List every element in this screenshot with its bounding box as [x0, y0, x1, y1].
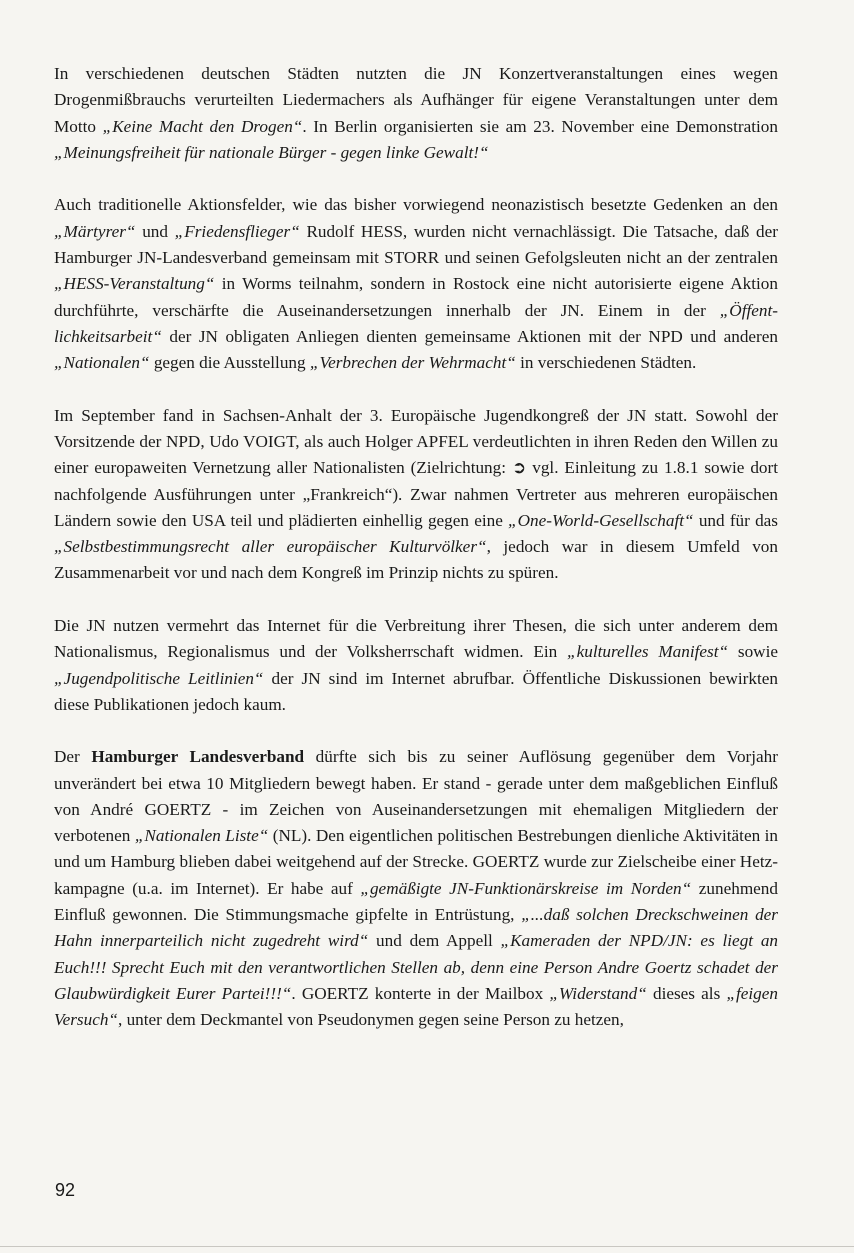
arrow-icon: ➲ — [511, 458, 527, 478]
paragraph-youth-congress: Im September fand in Sachsen-Anhalt der 3. Europäische Jugendkongreß der JN statt. Sowohl der Vorsitzende der NPD, Udo VOIGT, als auch Holger APFEL verdeutlichten in ihren Reden den Willen zu einer europaweiten Vernetzung aller Nationalisten (Zielrichtung: ➲ vgl. Einleitung zu 1.8.1 sowie dort nachfolgende Ausführungen unter „Frankreich“). Zwar nahmen Vertreter aus mehreren europäischen Ländern sowie den USA teil und plädierten einhellig gegen eine „One-World-Gesellschaft“ und für das „Selbstbestimmungsrecht aller europäischer Kulturvölker“, jedoch war in diesem Umfeld von Zusammenarbeit vor und nach dem Kongreß im Prinzip nichts zu spüren. — [54, 405, 779, 583]
page-edge-divider — [0, 1246, 854, 1247]
paragraph-internet: Die JN nutzen vermehrt das Internet für die Verbreitung ihrer Thesen, die sich unter anderem dem Nationalismus, Regionalismus und der Volksherrschaft widmen. Ein „kulturelles Manifest“ sowie „Jugendpolitische Leitlinien“ der JN sind im Internet abrufbar. Öffentliche Diskussionen bewirkten diese Publikationen jedoch kaum. — [54, 615, 778, 714]
body-text — [54, 61, 778, 1034]
page-number: 92 — [55, 1180, 76, 1200]
paragraph-hamburg: Der Hamburger Landesverband dürfte sich bis zu seiner Auflösung gegenüber dem Vorjahr unverändert bei etwa 10 Mitgliedern bewegt haben. Er stand - gerade unter dem maßgeblichen Einfluß von André GOERTZ - im Zeichen von Auseinandersetzungen mit ehemaligen Mitgliedern der verbotenen „Nationalen Liste“ (NL). Den eigentlichen politischen Bestrebungen dienliche Aktivitäten in und um Hamburg blieben dabei weitgehend auf der Strecke. GOERTZ wurde zur Zielscheibe einer Hetzkampagne (u.a. im Internet). Er habe auf „gemäßigte JN-Funktionärskreise im Norden“ zunehmend Einfluß gewonnen. Die Stimmungsmache gipfelte in Entrüstung, „...daß solchen Dreckschweinen der Hahn innerparteilich nicht zugedreht wird“ und dem Appell „Kameraden der NPD/JN: es liegt an Euch!!! Sprecht Euch mit den verantwortlichen Stellen ab, denn eine Person Andre Goertz schadet der Glaubwürdigkeit Eurer Partei!!!“. GOERTZ konterte in der Mailbox „Widerstand“ dieses als „feigen Versuch“, unter dem Deckmantel von Pseudonymen gegen seine Person zu hetzen, — [54, 747, 779, 1030]
paragraph-action-fields: Auch traditionelle Aktionsfelder, wie das bisher vorwiegend neonazistisch besetzte Gedenken an den „Märtyrer“ und „Friedensflieger“ Rudolf HESS, wurden nicht vernachlässigt. Die Tatsache, daß der Hamburger JN-Landesverband gemeinsam mit STORR und seinen Gefolgsleuten nicht an der zentralen „HESS-Veranstaltung“ in Worms teilnahm, sondern in Rostock eine nicht autorisierte eigene Aktion durchführte, verschärfte die Auseinandersetzungen innerhalb der JN. Einem in der „Öffentlichkeitsarbeit“ der JN obligaten Anliegen dienten gemeinsame Aktionen mit der NPD und anderen „Nationalen“ gegen die Ausstellung „Verbrechen der Wehrmacht“ in verschiedenen Städten. — [54, 195, 779, 373]
paragraph-jn-concerts: In verschiedenen deutschen Städten nutzten die JN Konzertveranstaltungen eines wegen Drogenmißbrauchs verurteilten Liedermachers als Aufhänger für eigene Veranstaltungen unter dem Motto „Keine Macht den Drogen“. In Berlin organisierten sie am 23. November eine Demonstration „Meinungsfreiheit für nationale Bürger - gegen linke Gewalt!“ — [54, 64, 778, 162]
